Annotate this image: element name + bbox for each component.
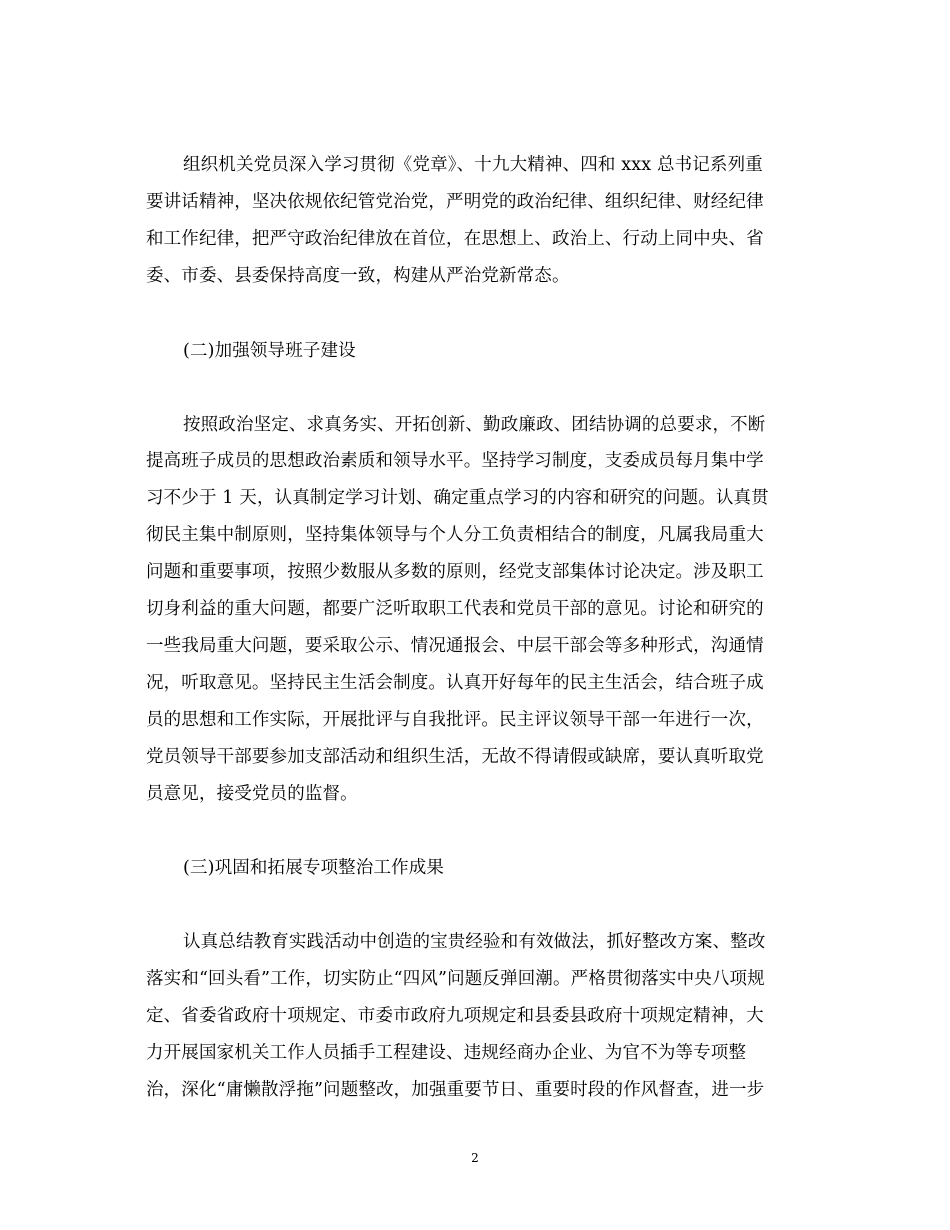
page-number: 2 [471, 1151, 479, 1165]
paragraph-2-line-5: 问题和重要事项，按照少数服从多数的原则，经党支部集体讨论决定。涉及职工 [146, 562, 764, 582]
paragraph-2-line-11: 员意见，接受党员的监督。 [146, 784, 358, 804]
paragraph-3-line-4: 力开展国家机关工作人员插手工程建设、违规经商办企业、为官不为等专项整 [146, 1043, 747, 1063]
paragraph-3-line-5: 治，深化“庸懒散浮拖”问题整改，加强重要节日、重要时段的作风督查，进一步 [146, 1080, 765, 1100]
paragraph-3-line-2: 落实和“回头看”工作，切实防止“四风”问题反弹回潮。严格贯彻落实中央八项规 [146, 969, 765, 989]
paragraph-2-line-6: 切身利益的重大问题，都要广泛听取职工代表和党员干部的意见。讨论和研究的 [146, 599, 764, 619]
section-heading-2: (二)加强领导班子建设 [183, 341, 356, 361]
paragraph-1-line-2: 要讲话精神，坚决依规依纪管党治党，严明党的政治纪律、组织纪律、财经纪律 [146, 192, 764, 212]
paragraph-2-line-4: 彻民主集中制原则，坚持集体领导与个人分工负责相结合的制度，凡属我局重大 [146, 525, 764, 545]
section-heading-3: (三)巩固和拓展专项整治工作成果 [183, 858, 445, 878]
paragraph-1-line-1: 组织机关党员深入学习贯彻《党章》、十九大精神、四和 xxx 总书记系列重 [183, 155, 763, 175]
paragraph-1-line-4: 委、市委、县委保持高度一致，构建从严治党新常态。 [146, 266, 570, 286]
paragraph-3-line-3: 定、省委省政府十项规定、市委市政府九项规定和县委县政府十项规定精神，大 [146, 1006, 764, 1026]
paragraph-2-line-8: 况，听取意见。坚持民主生活会制度。认真开好每年的民主生活会，结合班子成 [146, 673, 764, 693]
paragraph-2-line-9: 员的思想和工作实际，开展批评与自我批评。民主评议领导干部一年进行一次， [146, 710, 764, 730]
paragraph-3-line-1: 认真总结教育实践活动中创造的宝贵经验和有效做法，抓好整改方案、整改 [183, 932, 766, 952]
paragraph-2-line-3: 习不少于 1 天，认真制定学习计划、确定重点学习的内容和研究的问题。认真贯 [146, 488, 769, 508]
paragraph-2-line-10: 党员领导干部要参加支部活动和组织生活，无故不得请假或缺席，要认真听取党 [146, 747, 764, 767]
paragraph-1-line-3: 和工作纪律，把严守政治纪律放在首位，在思想上、政治上、行动上同中央、省 [146, 229, 764, 249]
paragraph-2-line-7: 一些我局重大问题，要采取公示、情况通报会、中层干部会等多种形式，沟通情 [146, 636, 764, 656]
paragraph-2-line-1: 按照政治坚定、求真务实、开拓创新、勤政廉政、团结协调的总要求，不断 [183, 415, 766, 435]
paragraph-2-line-2: 提高班子成员的思想政治素质和领导水平。坚持学习制度，支委成员每月集中学 [146, 451, 764, 471]
